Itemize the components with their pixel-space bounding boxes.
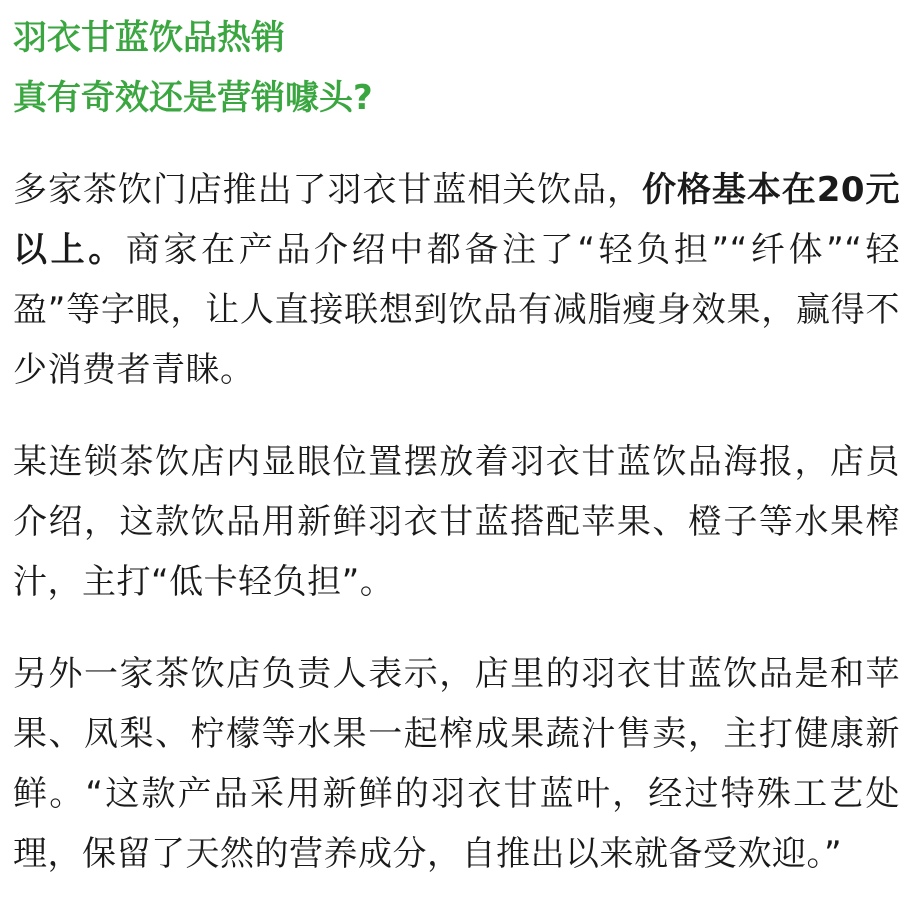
paragraph-1-rest: 商家在产品介绍中都备注了“轻负担”“纤体”“轻盈”等字眼，让人直接联想到饮品有减脂瘦身效果，赢得不少消费者青睐。: [13, 230, 901, 390]
paragraph-2: 某连锁茶饮店内显眼位置摆放着羽衣甘蓝饮品海报，店员介绍，这款饮品用新鲜羽衣甘蓝搭配苹果、橙子等水果榨汁，主打“低卡轻负担”。: [13, 442, 900, 602]
article-headline: [13, 0, 900, 128]
paragraph-1-price-highlight: 价格基本在20元以上。: [13, 170, 900, 270]
paragraph-3: 另外一家茶饮店负责人表示，店里的羽衣甘蓝饮品是和苹果、凤梨、柠檬等水果一起榨成果蔬汁售卖，主打健康新鲜。“这款产品采用新鲜的羽衣甘蓝叶，经过特殊工艺处理，保留了天然的营养成分，自推出以来就备受欢迎。”: [13, 654, 900, 874]
headline-line-2: 真有奇效还是营销噱头?: [13, 78, 373, 118]
headline-line-1: 羽衣甘蓝饮品热销: [13, 18, 285, 58]
paragraph-1: [13, 160, 900, 400]
paragraph-1-intro: 多家茶饮门店推出了羽衣甘蓝相关饮品，: [13, 170, 643, 210]
